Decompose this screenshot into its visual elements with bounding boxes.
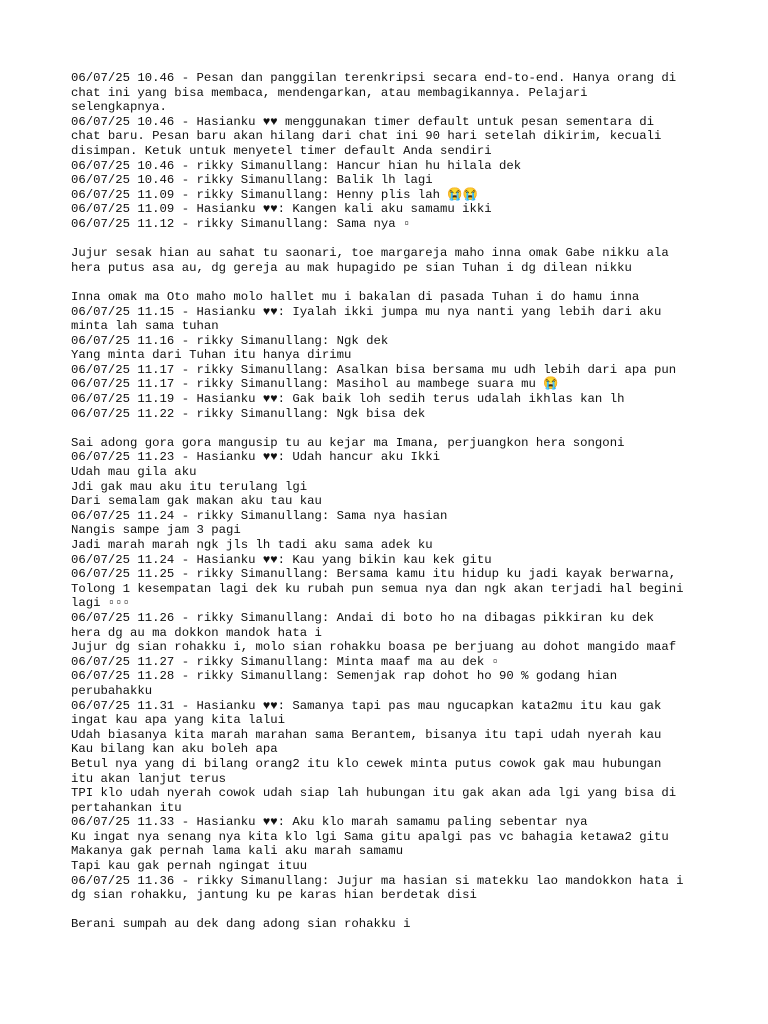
- transcript-line: dg sian rohakku, jantung ku pe karas hian berdetak disi: [71, 888, 477, 903]
- transcript-line: [71, 232, 711, 247]
- transcript-line: Tapi kau gak pernah ngingat ituu: [71, 859, 308, 874]
- transcript-line: 06/07/25 11.26 - rikky Simanullang: Andai di boto ho na dibagas pikkiran ku dek: [71, 610, 654, 625]
- transcript-line: 06/07/25 11.33 - Hasianku ♥♥: Aku klo marah samamu paling sebentar nya: [71, 815, 588, 830]
- transcript-line: Berani sumpah au dek dang adong sian rohakku i: [71, 917, 411, 932]
- transcript-line: Makanya gak pernah lama kali aku marah samamu: [71, 844, 404, 859]
- transcript-line: Sai adong gora gora mangusip tu au kejar ma Imana, perjuangkon hera songoni: [71, 435, 625, 450]
- transcript-line: Jdi gak mau aku itu terulang lgi: [71, 479, 308, 494]
- transcript-line: Jadi marah marah ngk jls lh tadi aku sama adek ku: [71, 538, 433, 552]
- transcript-line: ingat kau apa yang kita lalui: [71, 713, 286, 728]
- transcript-line: pertahankan itu: [71, 800, 182, 815]
- transcript-line: 06/07/25 10.46 - rikky Simanullang: Balik lh lagi: [71, 173, 433, 188]
- transcript-line: hera putus asa au, dg gereja au mak hupagido pe sian Tuhan i dg dilean nikku: [71, 260, 632, 275]
- transcript-line: minta lah sama tuhan: [71, 319, 219, 334]
- transcript-line: Jujur dg sian rohakku i, molo sian rohakku boasa pe berjuang au dohot mangido maaf: [71, 640, 677, 655]
- transcript-line: Nangis sampe jam 3 pagi: [71, 523, 241, 538]
- transcript-line: 06/07/25 11.12 - rikky Simanullang: Sama nya ▫: [71, 216, 411, 231]
- transcript-line: Tolong 1 kesempatan lagi dek ku rubah pun semua nya dan ngk akan terjadi hal begini: [71, 581, 684, 596]
- transcript-line: 06/07/25 11.19 - Hasianku ♥♥: Gak baik loh sedih terus udalah ikhlas kan lh: [71, 392, 625, 407]
- transcript-line: TPI klo udah nyerah cowok udah siap lah hubungan itu gak akan ada lgi yang bisa di: [71, 786, 677, 801]
- transcript-line: 06/07/25 11.36 - rikky Simanullang: Jujur ma hasian si matekku lao mandokkon hata i: [71, 873, 684, 888]
- transcript-line: 06/07/25 11.22 - rikky Simanullang: Ngk bisa dek: [71, 406, 426, 421]
- transcript-line: perubahakku: [71, 683, 153, 698]
- transcript-line: 06/07/25 11.16 - rikky Simanullang: Ngk dek: [71, 333, 389, 348]
- transcript-line: [71, 903, 711, 918]
- transcript-line: 06/07/25 11.24 - rikky Simanullang: Sama nya hasian: [71, 508, 448, 523]
- transcript-line: 06/07/25 11.15 - Hasianku ♥♥: Iyalah ikki jumpa mu nya nanti yang lebih dari aku: [71, 304, 662, 319]
- transcript-line: itu akan lanjut terus: [71, 771, 226, 786]
- transcript-line: Betul nya yang di bilang orang2 itu klo cewek minta putus cowok gak mau hubungan: [71, 756, 662, 771]
- transcript-line: [71, 421, 711, 436]
- transcript-line: lagi ▫▫▫: [71, 596, 131, 611]
- transcript-line: chat baru. Pesan baru akan hilang dari chat ini 90 hari setelah dikirim, kecuali: [71, 129, 662, 144]
- transcript-line: 06/07/25 11.17 - rikky Simanullang: Asalkan bisa bersama mu udh lebih dari apa pun: [71, 362, 677, 377]
- transcript-line: Yang minta dari Tuhan itu hanya dirimu: [71, 348, 352, 363]
- transcript-line: Udah mau gila aku: [71, 465, 197, 480]
- transcript-line: 06/07/25 11.17 - rikky Simanullang: Masihol au mambege suara mu 😭: [71, 377, 559, 392]
- transcript-line: Jujur sesak hian au sahat tu saonari, toe margareja maho inna omak Gabe nikku ala: [71, 246, 669, 261]
- transcript-line: 06/07/25 11.31 - Hasianku ♥♥: Samanya tapi pas mau ngucapkan kata2mu itu kau gak: [71, 698, 662, 713]
- transcript-line: Ku ingat nya senang nya kita klo lgi Sama gitu apalgi pas vc bahagia ketawa2 gitu: [71, 829, 669, 844]
- transcript-line: 06/07/25 11.23 - Hasianku ♥♥: Udah hancur aku Ikki: [71, 450, 440, 465]
- transcript-line: Dari semalam gak makan aku tau kau: [71, 494, 322, 509]
- transcript-line: selengkapnya.: [71, 100, 167, 115]
- transcript-line: Inna omak ma Oto maho molo hallet mu i bakalan di pasada Tuhan i do hamu inna: [71, 289, 640, 304]
- transcript-line: disimpan. Ketuk untuk menyetel timer default Anda sendiri: [71, 143, 492, 158]
- transcript-line: 06/07/25 10.46 - Pesan dan panggilan terenkripsi secara end-to-end. Hanya orang di: [71, 71, 677, 85]
- transcript-line: hera dg au ma dokkon mandok hata i: [71, 625, 322, 640]
- transcript-line: 06/07/25 11.09 - rikky Simanullang: Henny plis lah 😭😭: [71, 187, 478, 202]
- chat-transcript: [71, 71, 711, 932]
- transcript-line: 06/07/25 10.46 - Hasianku ♥♥ menggunakan timer default untuk pesan sementara di: [71, 114, 654, 129]
- transcript-line: Udah biasanya kita marah marahan sama Berantem, bisanya itu tapi udah nyerah kau: [71, 727, 662, 742]
- transcript-line: chat ini yang bisa membaca, mendengarkan, atau membagikannya. Pelajari: [71, 85, 588, 100]
- transcript-line: Kau bilang kan aku boleh apa: [71, 742, 278, 757]
- transcript-line: 06/07/25 11.27 - rikky Simanullang: Minta maaf ma au dek ▫: [71, 654, 500, 669]
- transcript-line: 06/07/25 11.24 - Hasianku ♥♥: Kau yang bikin kau kek gitu: [71, 552, 492, 567]
- transcript-line: 06/07/25 11.25 - rikky Simanullang: Bersama kamu itu hidup ku jadi kayak berwarna,: [71, 567, 677, 582]
- transcript-line: 06/07/25 11.09 - Hasianku ♥♥: Kangen kali aku samamu ikki: [71, 202, 492, 217]
- transcript-line: 06/07/25 11.28 - rikky Simanullang: Semenjak rap dohot ho 90 % godang hian: [71, 669, 618, 684]
- transcript-line: 06/07/25 10.46 - rikky Simanullang: Hancur hian hu hilala dek: [71, 158, 522, 173]
- transcript-line: [71, 275, 711, 290]
